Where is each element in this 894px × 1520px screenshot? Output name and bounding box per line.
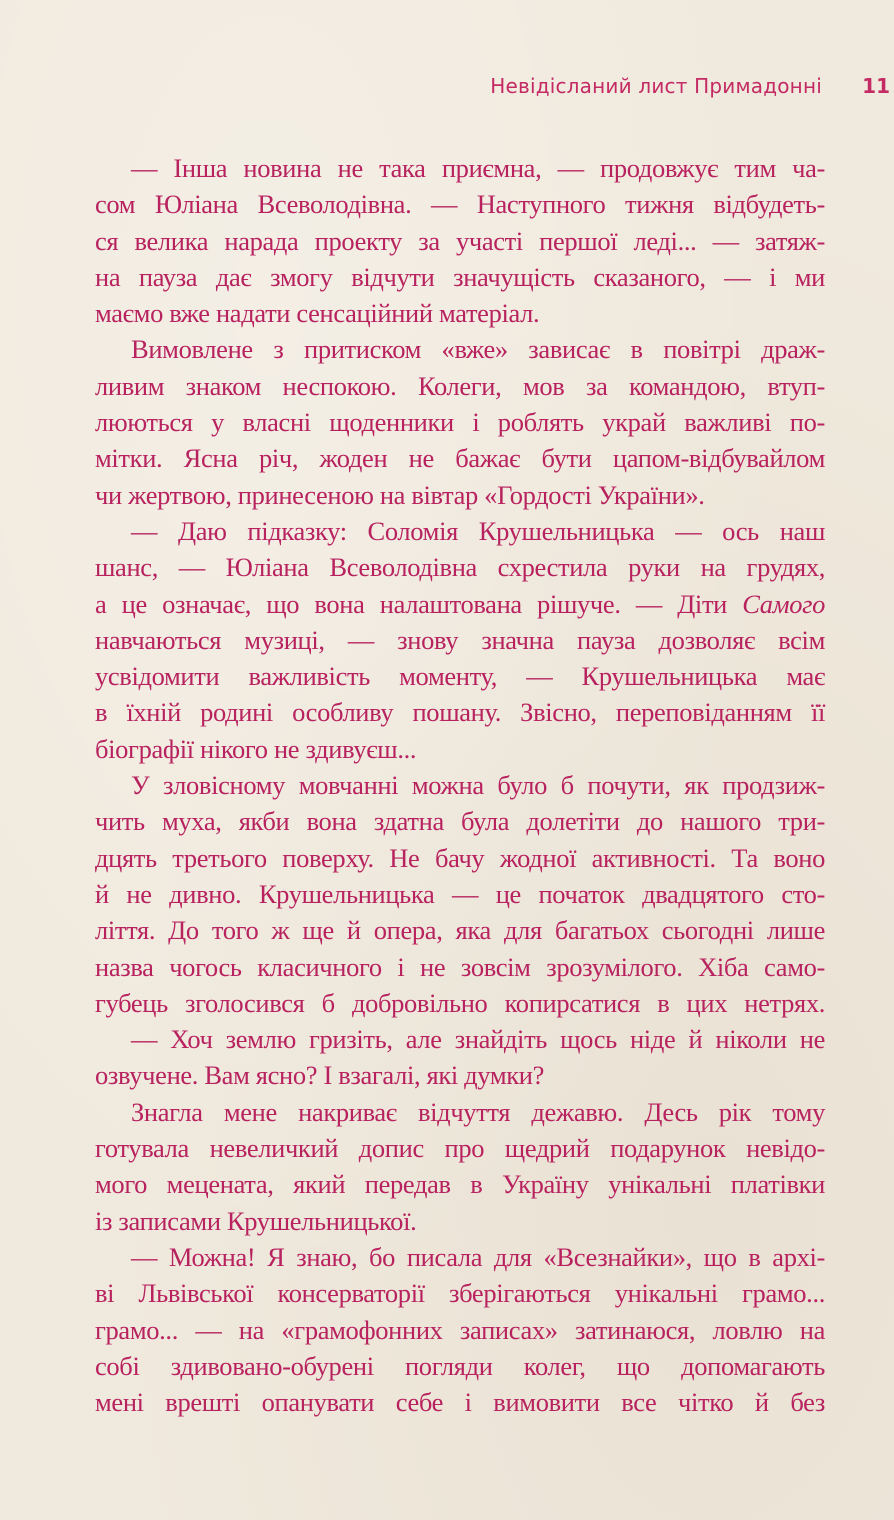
text-line-content: озвучене. Вам ясно? І взагалі, які думки? [95, 1060, 545, 1091]
text-line [95, 1312, 825, 1348]
running-header [0, 74, 894, 104]
text-line-content: — Інша новина не така приємна, — продовжує тим ча- [131, 153, 825, 183]
text-line [95, 1384, 825, 1420]
text-line [95, 223, 825, 259]
text-line-content: навчаються музиці, — знову значна пауза дозволяє всім [95, 624, 825, 655]
italic-emphasis: Самого [742, 588, 825, 619]
text-line-content: із записами Крушельницької. [95, 1205, 417, 1236]
text-line-content: собі здивовано-обурені погляди колег, що допомагають [95, 1350, 825, 1381]
text-line [95, 549, 825, 585]
text-line-content: на пауза дає змогу відчути значущість сказаного, — і ми [95, 261, 825, 292]
text-line-content: чить муха, якби вона здатна була долетіти до нашого три- [95, 806, 825, 837]
text-line-content: мітки. Ясна річ, жоден не бажає бути цапом-відбувайлом [95, 443, 825, 474]
text-line-content: ві Львівської консерваторії зберігаються унікальні грамо... [95, 1278, 825, 1309]
text-line-content: в їхній родині особливу пошану. Звісно, переповіданням її [95, 697, 825, 728]
page-number: 11 [862, 74, 890, 98]
text-line [95, 949, 825, 985]
text-line-content: Знагла мене накриває відчуття дежавю. Десь рік тому [131, 1096, 825, 1127]
text-line [95, 404, 825, 440]
chapter-title: Невідісланий лист Примадонні [490, 74, 822, 98]
text-line-content: дцять третього поверху. Не бачу жодної активності. Та воно [95, 842, 825, 873]
text-line [95, 694, 825, 730]
text-line-content: мені врешті опанувати себе і вимовити все чітко й без [95, 1387, 825, 1418]
text-line [95, 1203, 825, 1239]
text-line-content: назва чогось класичного і не зовсім зрозумілого. Хіба само- [95, 951, 825, 982]
text-line-content: ливим знаком неспокою. Колеги, мов за командою, втуп- [95, 370, 825, 401]
text-line-content: — Хоч землю гризіть, але знайдіть щось ніде й ніколи не [131, 1024, 825, 1055]
text-line [95, 331, 825, 367]
text-line-content: мого мецената, який передав в Україну унікальні платівки [95, 1169, 825, 1200]
text-line-content: усвідомити важливість моменту, — Крушельницька має [95, 661, 825, 692]
text-line [95, 295, 825, 331]
text-line-content: біографії нікого не здивуєш... [95, 733, 417, 764]
body-text [95, 150, 825, 1420]
text-line-content: люються у власні щоденники і роблять украй важливі по- [95, 407, 825, 438]
text-line [95, 368, 825, 404]
text-line-content: ся велика нарада проекту за участі першої леді... — затяж- [95, 225, 825, 256]
text-line [95, 912, 825, 948]
text-line-content: сом Юліана Всеволодівна. — Наступного тижня відбудеть- [95, 189, 825, 220]
text-line-content: У зловісному мовчанні можна було б почути, як продзиж- [131, 770, 825, 801]
text-line [95, 985, 825, 1021]
text-line-content: шанс, — Юліана Всеволодівна схрестила руки на грудях, [95, 552, 825, 583]
text-line [95, 622, 825, 658]
text-line [95, 259, 825, 295]
text-line [95, 477, 825, 513]
text-line-content: Вимовлене з притиском «вже» зависає в повітрі драж- [131, 334, 825, 365]
text-line [95, 513, 825, 549]
text-line [95, 150, 825, 186]
text-line-content: грамо... — на «грамофонних записах» затинаюся, ловлю на [95, 1314, 825, 1345]
text-line [95, 1348, 825, 1384]
text-line [95, 1057, 825, 1093]
text-line [95, 186, 825, 222]
text-line-content: ліття. До того ж ще й опера, яка для багатьох сьогодні лише [95, 915, 825, 946]
text-line [95, 1275, 825, 1311]
text-line-content: — Даю підказку: Соломія Крушельницька — ось наш [131, 515, 825, 546]
text-line-content: готувала невеличкий допис про щедрий подарунок невідо- [95, 1133, 825, 1164]
text-line [95, 803, 825, 839]
text-line-content: й не дивно. Крушельницька — це початок двадцятого сто- [95, 878, 825, 909]
text-line [95, 658, 825, 694]
text-line [95, 586, 825, 622]
text-line [95, 876, 825, 912]
text-line [95, 840, 825, 876]
text-line [95, 1130, 825, 1166]
text-line-content: — Можна! Я знаю, бо писала для «Всезнайки», що в архі- [131, 1241, 825, 1272]
text-line [95, 1239, 825, 1275]
text-line-content: а це означає, що вона налаштована рішуче. — Діти [95, 588, 743, 619]
text-line [95, 1166, 825, 1202]
text-line-content: маємо вже надати сенсаційний матеріал. [95, 298, 540, 329]
text-line [95, 1094, 825, 1130]
text-line-content: чи жертвою, принесеною на вівтар «Гордості України». [95, 479, 705, 510]
text-line [95, 1021, 825, 1057]
text-line [95, 440, 825, 476]
text-line [95, 767, 825, 803]
text-line [95, 731, 825, 767]
text-line-content: губець зголосився б добровільно копирсатися в цих нетрях. [95, 987, 825, 1018]
